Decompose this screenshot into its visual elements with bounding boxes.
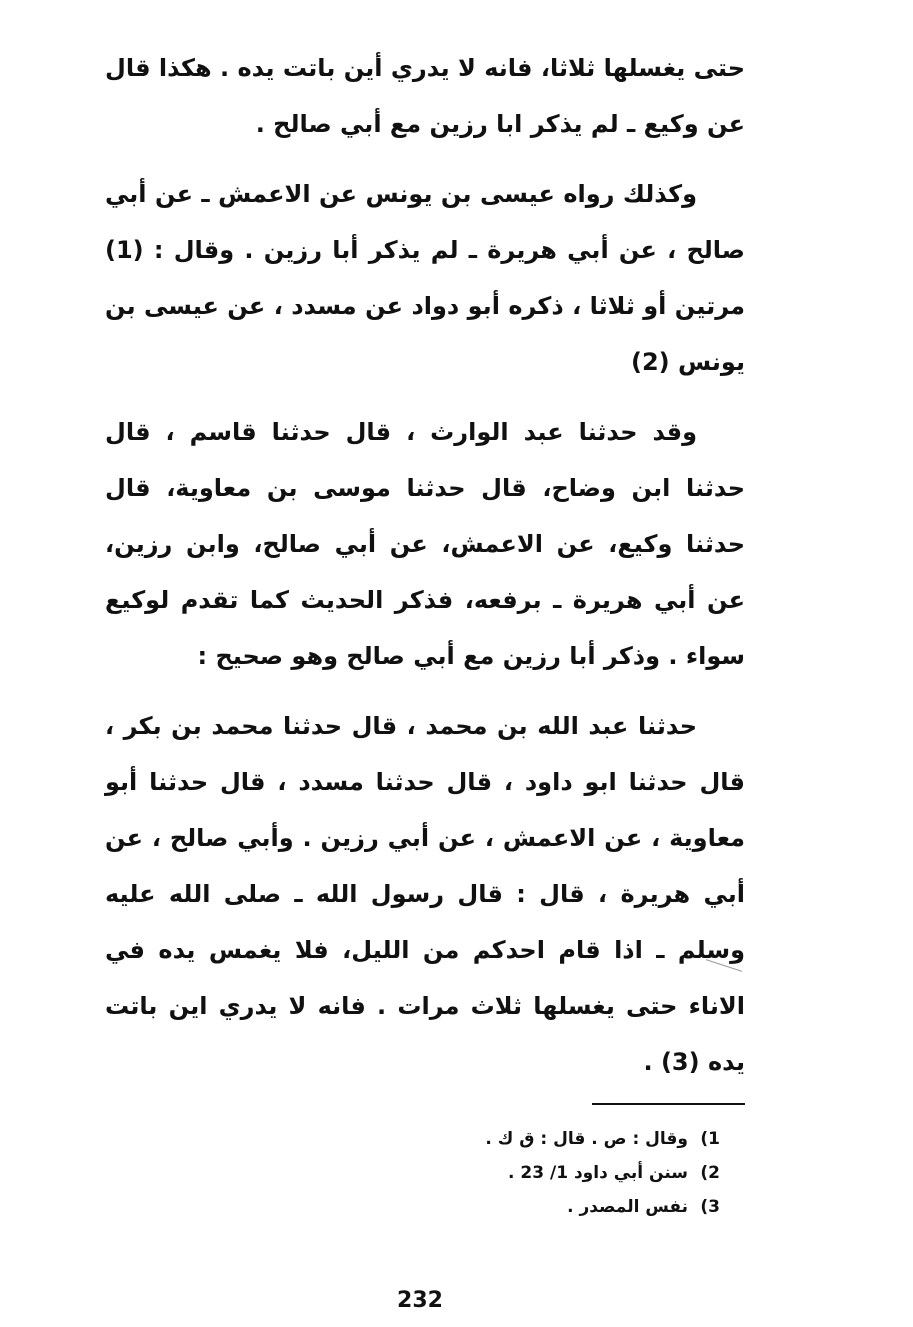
footnote-1 xyxy=(420,1122,720,1156)
main-text xyxy=(105,40,745,1104)
footnote-text: نفس المصدر . xyxy=(567,1197,688,1217)
footnote-divider xyxy=(592,1103,745,1105)
footnote-number: 2) xyxy=(700,1163,720,1183)
footnote-number: 3) xyxy=(700,1197,720,1217)
footnotes xyxy=(420,1122,720,1224)
footnote-text: وقال : ص . قال : ق ك . xyxy=(485,1129,688,1149)
paragraph-1: حتى يغسلها ثلاثا، فانه لا يدري أين باتت يده . هكذا قال عن وكيع ـ لم يذكر ابا رزين مع أبي صالح . xyxy=(105,54,745,138)
footnote-text: سنن أبي داود 1/ 23 . xyxy=(507,1163,688,1183)
page-number: 232 xyxy=(397,1288,443,1313)
footnote-2 xyxy=(420,1156,720,1190)
footnote-3 xyxy=(420,1190,720,1224)
paragraph-3: وقد حدثنا عبد الوارث ، قال حدثنا قاسم ، قال حدثنا ابن وضاح، قال حدثنا موسى بن معاوية، قال حدثنا وكيع، عن الاعمش، عن أبي صالح، وابن رزين، عن أبي هريرة ـ برفعه، فذكر الحديث كما تقدم لوكيع سواء . وذكر أبا رزين مع أبي صالح وهو صحيح : xyxy=(105,418,745,670)
paragraph-4: حدثنا عبد الله بن محمد ، قال حدثنا محمد بن بكر ، قال حدثنا ابو داود ، قال حدثنا مسدد ، قال حدثنا أبو معاوية ، عن الاعمش ، عن أبي رزين . وأبي صالح ، عن أبي هريرة ، قال : قال رسول الله ـ صلى الله عليه وسلم ـ اذا قام احدكم من الليل، فلا يغمس يده في الاناء حتى يغسلها ثلاث مرات . فانه لا يدري اين باتت يده (3) . xyxy=(105,712,745,1076)
paragraph-2: وكذلك رواه عيسى بن يونس عن الاعمش ـ عن أبي صالح ، عن أبي هريرة ـ لم يذكر أبا رزين . وقال : (1) مرتين أو ثلاثا ، ذكره أبو دواد عن مسدد ، عن عيسى بن يونس (2) xyxy=(105,180,745,376)
footnote-number: 1) xyxy=(700,1129,720,1149)
